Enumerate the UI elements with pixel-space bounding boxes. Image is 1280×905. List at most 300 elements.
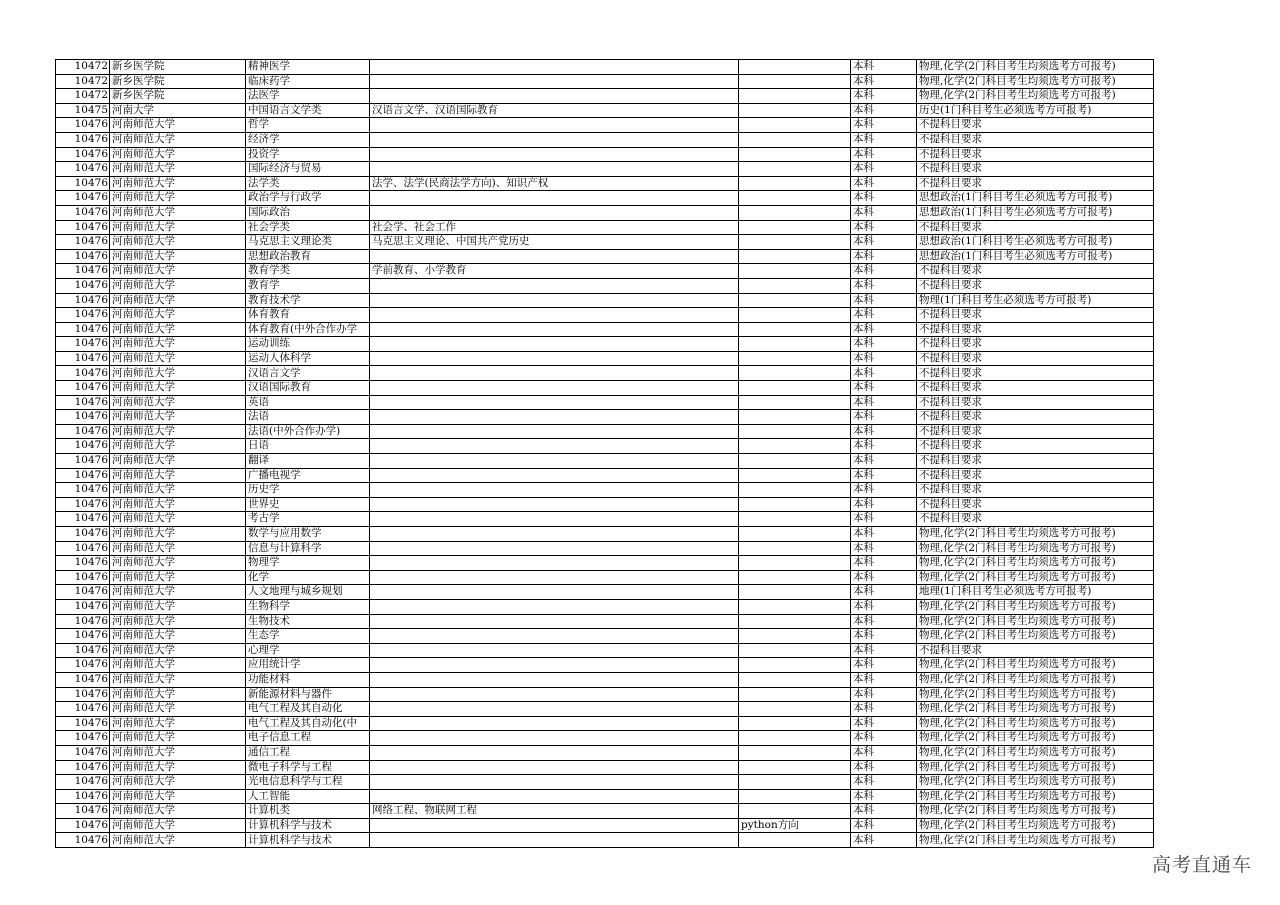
- included-majors-cell: [370, 570, 739, 585]
- remark-cell: [739, 775, 851, 790]
- table-row: [56, 599, 1154, 614]
- remark-cell: [739, 395, 851, 410]
- table-row: [56, 775, 1154, 790]
- subject-requirement-cell: 物理,化学(2门科目考生均须选考方可报考): [917, 818, 1154, 833]
- table-row: [56, 278, 1154, 293]
- major-name-cell: 教育技术学: [246, 293, 370, 308]
- school-name-cell: 河南师范大学: [110, 118, 246, 133]
- included-majors-cell: [370, 439, 739, 454]
- table-row: [56, 264, 1154, 279]
- major-name-cell: 世界史: [246, 497, 370, 512]
- table-row: [56, 687, 1154, 702]
- school-name-cell: 河南师范大学: [110, 804, 246, 819]
- table-row: [56, 804, 1154, 819]
- remark-cell: [739, 731, 851, 746]
- school-code-cell: 10476: [56, 570, 110, 585]
- school-name-cell: 河南师范大学: [110, 658, 246, 673]
- school-name-cell: 河南师范大学: [110, 527, 246, 542]
- remark-cell: [739, 614, 851, 629]
- remark-cell: [739, 366, 851, 381]
- subject-requirement-cell: 物理,化学(2门科目考生均须选考方可报考): [917, 731, 1154, 746]
- table-row: [56, 322, 1154, 337]
- included-majors-cell: [370, 351, 739, 366]
- watermark-text: 高考直通车: [1151, 854, 1252, 876]
- school-code-cell: 10476: [56, 818, 110, 833]
- school-code-cell: 10476: [56, 658, 110, 673]
- included-majors-cell: [370, 745, 739, 760]
- subject-requirement-cell: 思想政治(1门科目考生必须选考方可报考): [917, 249, 1154, 264]
- level-cell: 本科: [851, 775, 917, 790]
- school-code-cell: 10476: [56, 497, 110, 512]
- remark-cell: [739, 220, 851, 235]
- included-majors-cell: [370, 249, 739, 264]
- level-cell: 本科: [851, 147, 917, 162]
- included-majors-cell: 汉语言文学、汉语国际教育: [370, 103, 739, 118]
- school-code-cell: 10476: [56, 541, 110, 556]
- school-code-cell: 10476: [56, 381, 110, 396]
- level-cell: 本科: [851, 103, 917, 118]
- table-row: [56, 629, 1154, 644]
- major-name-cell: 法语: [246, 410, 370, 425]
- table-row: [56, 439, 1154, 454]
- school-code-cell: 10476: [56, 293, 110, 308]
- remark-cell: [739, 483, 851, 498]
- major-name-cell: 汉语言文学: [246, 366, 370, 381]
- school-code-cell: 10476: [56, 395, 110, 410]
- subject-requirement-cell: 不提科目要求: [917, 162, 1154, 177]
- included-majors-cell: [370, 556, 739, 571]
- level-cell: 本科: [851, 337, 917, 352]
- major-name-cell: 历史学: [246, 483, 370, 498]
- major-name-cell: 投资学: [246, 147, 370, 162]
- remark-cell: [739, 497, 851, 512]
- included-majors-cell: [370, 74, 739, 89]
- school-name-cell: 河南师范大学: [110, 643, 246, 658]
- subject-requirement-cell: 不提科目要求: [917, 118, 1154, 133]
- table-row: [56, 454, 1154, 469]
- level-cell: 本科: [851, 541, 917, 556]
- school-code-cell: 10476: [56, 366, 110, 381]
- subject-requirement-cell: 不提科目要求: [917, 381, 1154, 396]
- level-cell: 本科: [851, 527, 917, 542]
- table-row: [56, 818, 1154, 833]
- included-majors-cell: [370, 118, 739, 133]
- remark-cell: [739, 351, 851, 366]
- school-name-cell: 河南师范大学: [110, 176, 246, 191]
- table-row: [56, 585, 1154, 600]
- remark-cell: [739, 235, 851, 250]
- subject-requirement-cell: 物理,化学(2门科目考生均须选考方可报考): [917, 541, 1154, 556]
- remark-cell: [739, 118, 851, 133]
- table-row: [56, 132, 1154, 147]
- level-cell: 本科: [851, 672, 917, 687]
- school-code-cell: 10476: [56, 731, 110, 746]
- level-cell: 本科: [851, 264, 917, 279]
- subject-requirement-cell: 不提科目要求: [917, 322, 1154, 337]
- subject-requirement-cell: 物理,化学(2门科目考生均须选考方可报考): [917, 702, 1154, 717]
- major-name-cell: 人文地理与城乡规划: [246, 585, 370, 600]
- major-name-cell: 临床药学: [246, 74, 370, 89]
- major-name-cell: 体育教育(中外合作办学: [246, 322, 370, 337]
- level-cell: 本科: [851, 249, 917, 264]
- remark-cell: [739, 804, 851, 819]
- subject-requirement-cell: 不提科目要求: [917, 351, 1154, 366]
- school-name-cell: 河南师范大学: [110, 454, 246, 469]
- remark-cell: [739, 410, 851, 425]
- school-name-cell: 河南师范大学: [110, 249, 246, 264]
- major-name-cell: 物理学: [246, 556, 370, 571]
- major-name-cell: 教育学: [246, 278, 370, 293]
- remark-cell: [739, 249, 851, 264]
- major-name-cell: 日语: [246, 439, 370, 454]
- subject-requirement-cell: 物理,化学(2门科目考生均须选考方可报考): [917, 614, 1154, 629]
- school-name-cell: 河南师范大学: [110, 337, 246, 352]
- level-cell: 本科: [851, 614, 917, 629]
- level-cell: 本科: [851, 745, 917, 760]
- subject-requirement-cell: 不提科目要求: [917, 410, 1154, 425]
- school-name-cell: 河南师范大学: [110, 702, 246, 717]
- table-row: [56, 541, 1154, 556]
- school-code-cell: 10476: [56, 220, 110, 235]
- table-row: [56, 527, 1154, 542]
- table-row: [56, 512, 1154, 527]
- major-name-cell: 广播电视学: [246, 468, 370, 483]
- school-code-cell: 10476: [56, 775, 110, 790]
- included-majors-cell: [370, 381, 739, 396]
- included-majors-cell: [370, 643, 739, 658]
- subject-requirement-cell: 不提科目要求: [917, 264, 1154, 279]
- school-name-cell: 河南师范大学: [110, 264, 246, 279]
- level-cell: 本科: [851, 322, 917, 337]
- school-name-cell: 河南师范大学: [110, 731, 246, 746]
- school-code-cell: 10476: [56, 132, 110, 147]
- level-cell: 本科: [851, 454, 917, 469]
- major-name-cell: 国际经济与贸易: [246, 162, 370, 177]
- school-code-cell: 10476: [56, 351, 110, 366]
- remark-cell: [739, 658, 851, 673]
- level-cell: 本科: [851, 205, 917, 220]
- included-majors-cell: [370, 162, 739, 177]
- table-row: [56, 118, 1154, 133]
- school-name-cell: 河南师范大学: [110, 614, 246, 629]
- school-code-cell: 10476: [56, 147, 110, 162]
- included-majors-cell: [370, 132, 739, 147]
- major-name-cell: 经济学: [246, 132, 370, 147]
- school-code-cell: 10472: [56, 89, 110, 104]
- subject-requirement-cell: 物理,化学(2门科目考生均须选考方可报考): [917, 804, 1154, 819]
- level-cell: 本科: [851, 351, 917, 366]
- major-name-cell: 生物科学: [246, 599, 370, 614]
- included-majors-cell: [370, 716, 739, 731]
- school-code-cell: 10476: [56, 264, 110, 279]
- school-code-cell: 10476: [56, 687, 110, 702]
- major-name-cell: 计算机类: [246, 804, 370, 819]
- subject-requirement-cell: 思想政治(1门科目考生必须选考方可报考): [917, 191, 1154, 206]
- remark-cell: [739, 643, 851, 658]
- major-name-cell: 通信工程: [246, 745, 370, 760]
- table-row: [56, 176, 1154, 191]
- level-cell: 本科: [851, 235, 917, 250]
- remark-cell: [739, 716, 851, 731]
- subject-requirement-cell: 不提科目要求: [917, 176, 1154, 191]
- school-name-cell: 河南师范大学: [110, 599, 246, 614]
- school-name-cell: 河南师范大学: [110, 235, 246, 250]
- included-majors-cell: [370, 818, 739, 833]
- school-code-cell: 10476: [56, 308, 110, 323]
- school-code-cell: 10476: [56, 205, 110, 220]
- included-majors-cell: [370, 395, 739, 410]
- major-name-cell: 应用统计学: [246, 658, 370, 673]
- table-row: [56, 337, 1154, 352]
- major-name-cell: 汉语国际教育: [246, 381, 370, 396]
- included-majors-cell: [370, 702, 739, 717]
- subject-requirement-cell: 不提科目要求: [917, 424, 1154, 439]
- school-name-cell: 新乡医学院: [110, 60, 246, 75]
- major-name-cell: 中国语言文学类: [246, 103, 370, 118]
- level-cell: 本科: [851, 89, 917, 104]
- school-name-cell: 河南师范大学: [110, 191, 246, 206]
- major-name-cell: 政治学与行政学: [246, 191, 370, 206]
- school-code-cell: 10476: [56, 162, 110, 177]
- remark-cell: [739, 132, 851, 147]
- table-row: [56, 424, 1154, 439]
- major-name-cell: 生态学: [246, 629, 370, 644]
- major-name-cell: 运动人体科学: [246, 351, 370, 366]
- subject-requirement-cell: 物理,化学(2门科目考生均须选考方可报考): [917, 760, 1154, 775]
- included-majors-cell: 法学、法学(民商法学方向)、知识产权: [370, 176, 739, 191]
- school-code-cell: 10476: [56, 789, 110, 804]
- major-name-cell: 功能材料: [246, 672, 370, 687]
- table-row: [56, 658, 1154, 673]
- table-row: [56, 556, 1154, 571]
- level-cell: 本科: [851, 439, 917, 454]
- table-row: [56, 483, 1154, 498]
- included-majors-cell: [370, 322, 739, 337]
- included-majors-cell: [370, 468, 739, 483]
- table-row: [56, 74, 1154, 89]
- table-row: [56, 833, 1154, 848]
- level-cell: 本科: [851, 585, 917, 600]
- school-code-cell: 10476: [56, 527, 110, 542]
- school-code-cell: 10476: [56, 191, 110, 206]
- level-cell: 本科: [851, 395, 917, 410]
- table-body: [56, 60, 1154, 848]
- remark-cell: [739, 293, 851, 308]
- school-code-cell: 10476: [56, 410, 110, 425]
- subject-requirement-cell: 不提科目要求: [917, 497, 1154, 512]
- subject-requirement-cell: 不提科目要求: [917, 512, 1154, 527]
- table-row: [56, 570, 1154, 585]
- school-code-cell: 10476: [56, 556, 110, 571]
- remark-cell: [739, 205, 851, 220]
- table-row: [56, 89, 1154, 104]
- table-row: [56, 147, 1154, 162]
- major-name-cell: 翻译: [246, 454, 370, 469]
- school-name-cell: 河南师范大学: [110, 439, 246, 454]
- school-code-cell: 10476: [56, 643, 110, 658]
- table-row: [56, 249, 1154, 264]
- subject-requirement-cell: 物理,化学(2门科目考生均须选考方可报考): [917, 60, 1154, 75]
- school-name-cell: 河南师范大学: [110, 775, 246, 790]
- major-name-cell: 精神医学: [246, 60, 370, 75]
- school-name-cell: 河南师范大学: [110, 410, 246, 425]
- remark-cell: [739, 337, 851, 352]
- remark-cell: [739, 541, 851, 556]
- subject-requirement-cell: 思想政治(1门科目考生必须选考方可报考): [917, 205, 1154, 220]
- school-code-cell: 10476: [56, 599, 110, 614]
- subject-requirement-cell: 物理,化学(2门科目考生均须选考方可报考): [917, 570, 1154, 585]
- subject-requirement-cell: 物理(1门科目考生必须选考方可报考): [917, 293, 1154, 308]
- major-name-cell: 人工智能: [246, 789, 370, 804]
- table-row: [56, 205, 1154, 220]
- subject-requirement-cell: 不提科目要求: [917, 132, 1154, 147]
- subject-requirement-cell: 物理,化学(2门科目考生均须选考方可报考): [917, 833, 1154, 848]
- school-name-cell: 河南师范大学: [110, 366, 246, 381]
- level-cell: 本科: [851, 308, 917, 323]
- school-name-cell: 河南师范大学: [110, 585, 246, 600]
- table-row: [56, 366, 1154, 381]
- subject-requirement-cell: 物理,化学(2门科目考生均须选考方可报考): [917, 74, 1154, 89]
- school-code-cell: 10476: [56, 629, 110, 644]
- remark-cell: [739, 424, 851, 439]
- school-code-cell: 10476: [56, 468, 110, 483]
- school-name-cell: 河南师范大学: [110, 220, 246, 235]
- remark-cell: [739, 468, 851, 483]
- table-row: [56, 745, 1154, 760]
- remark-cell: [739, 322, 851, 337]
- table-row: [56, 410, 1154, 425]
- major-name-cell: 计算机科学与技术: [246, 818, 370, 833]
- major-name-cell: 电气工程及其自动化: [246, 702, 370, 717]
- school-name-cell: 河南师范大学: [110, 395, 246, 410]
- remark-cell: [739, 103, 851, 118]
- major-name-cell: 社会学类: [246, 220, 370, 235]
- subject-requirement-cell: 物理,化学(2门科目考生均须选考方可报考): [917, 89, 1154, 104]
- admission-requirements-table: [55, 59, 1154, 848]
- remark-cell: [739, 512, 851, 527]
- level-cell: 本科: [851, 818, 917, 833]
- included-majors-cell: 社会学、社会工作: [370, 220, 739, 235]
- school-name-cell: 新乡医学院: [110, 89, 246, 104]
- table-row: [56, 497, 1154, 512]
- remark-cell: [739, 760, 851, 775]
- school-name-cell: 河南师范大学: [110, 424, 246, 439]
- remark-cell: [739, 745, 851, 760]
- school-name-cell: 河南师范大学: [110, 833, 246, 848]
- major-name-cell: 思想政治教育: [246, 249, 370, 264]
- school-name-cell: 河南师范大学: [110, 308, 246, 323]
- school-code-cell: 10476: [56, 512, 110, 527]
- school-name-cell: 河南师范大学: [110, 629, 246, 644]
- major-name-cell: 法医学: [246, 89, 370, 104]
- school-code-cell: 10476: [56, 614, 110, 629]
- subject-requirement-cell: 不提科目要求: [917, 643, 1154, 658]
- subject-requirement-cell: 不提科目要求: [917, 220, 1154, 235]
- subject-requirement-cell: 不提科目要求: [917, 337, 1154, 352]
- level-cell: 本科: [851, 278, 917, 293]
- included-majors-cell: [370, 205, 739, 220]
- school-name-cell: 河南师范大学: [110, 760, 246, 775]
- major-name-cell: 心理学: [246, 643, 370, 658]
- remark-cell: [739, 439, 851, 454]
- remark-cell: [739, 789, 851, 804]
- table-row: [56, 468, 1154, 483]
- remark-cell: [739, 264, 851, 279]
- remark-cell: [739, 381, 851, 396]
- school-name-cell: 河南师范大学: [110, 818, 246, 833]
- remark-cell: [739, 629, 851, 644]
- included-majors-cell: [370, 833, 739, 848]
- included-majors-cell: [370, 497, 739, 512]
- school-code-cell: 10476: [56, 235, 110, 250]
- school-code-cell: 10476: [56, 337, 110, 352]
- table-row: [56, 716, 1154, 731]
- level-cell: 本科: [851, 687, 917, 702]
- school-code-cell: 10476: [56, 745, 110, 760]
- major-name-cell: 国际政治: [246, 205, 370, 220]
- table-row: [56, 235, 1154, 250]
- school-code-cell: 10476: [56, 585, 110, 600]
- included-majors-cell: [370, 614, 739, 629]
- included-majors-cell: [370, 687, 739, 702]
- level-cell: 本科: [851, 366, 917, 381]
- subject-requirement-cell: 物理,化学(2门科目考生均须选考方可报考): [917, 599, 1154, 614]
- remark-cell: [739, 833, 851, 848]
- included-majors-cell: [370, 789, 739, 804]
- table-row: [56, 103, 1154, 118]
- included-majors-cell: [370, 483, 739, 498]
- level-cell: 本科: [851, 220, 917, 235]
- included-majors-cell: [370, 527, 739, 542]
- subject-requirement-cell: 物理,化学(2门科目考生均须选考方可报考): [917, 745, 1154, 760]
- subject-requirement-cell: 物理,化学(2门科目考生均须选考方可报考): [917, 672, 1154, 687]
- major-name-cell: 体育教育: [246, 308, 370, 323]
- included-majors-cell: 学前教育、小学教育: [370, 264, 739, 279]
- subject-requirement-cell: 物理,化学(2门科目考生均须选考方可报考): [917, 556, 1154, 571]
- table-row: [56, 60, 1154, 75]
- included-majors-cell: [370, 366, 739, 381]
- included-majors-cell: [370, 410, 739, 425]
- table-row: [56, 191, 1154, 206]
- included-majors-cell: [370, 424, 739, 439]
- remark-cell: [739, 147, 851, 162]
- school-name-cell: 河南师范大学: [110, 381, 246, 396]
- included-majors-cell: [370, 278, 739, 293]
- school-name-cell: 河南师范大学: [110, 483, 246, 498]
- school-code-cell: 10476: [56, 804, 110, 819]
- level-cell: 本科: [851, 556, 917, 571]
- level-cell: 本科: [851, 118, 917, 133]
- subject-requirement-cell: 不提科目要求: [917, 395, 1154, 410]
- level-cell: 本科: [851, 658, 917, 673]
- school-name-cell: 河南师范大学: [110, 278, 246, 293]
- remark-cell: [739, 176, 851, 191]
- major-name-cell: 考古学: [246, 512, 370, 527]
- level-cell: 本科: [851, 629, 917, 644]
- level-cell: 本科: [851, 702, 917, 717]
- level-cell: 本科: [851, 570, 917, 585]
- subject-requirement-cell: 不提科目要求: [917, 483, 1154, 498]
- major-name-cell: 法语(中外合作办学): [246, 424, 370, 439]
- school-name-cell: 河南师范大学: [110, 468, 246, 483]
- school-name-cell: 河南师范大学: [110, 497, 246, 512]
- school-code-cell: 10476: [56, 483, 110, 498]
- included-majors-cell: [370, 89, 739, 104]
- school-name-cell: 河南师范大学: [110, 789, 246, 804]
- major-name-cell: 计算机科学与技术: [246, 833, 370, 848]
- table-row: [56, 381, 1154, 396]
- subject-requirement-cell: 不提科目要求: [917, 439, 1154, 454]
